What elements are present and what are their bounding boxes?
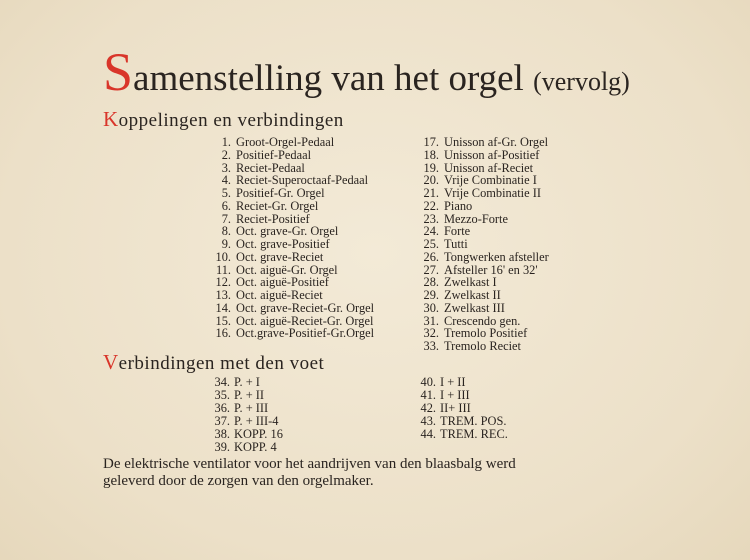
koppeling-item-number: 13. xyxy=(215,288,231,302)
voet-item xyxy=(418,389,508,402)
koppeling-item-number: 12. xyxy=(215,275,231,290)
koppeling-item-number: 15. xyxy=(215,313,231,328)
voet-item xyxy=(212,389,283,402)
koppeling-item-text: Afsteller 16' en 32' xyxy=(444,262,538,277)
koppeling-item-text: Positief-Gr. Orgel xyxy=(236,186,325,200)
koppeling-item-text: Tutti xyxy=(444,237,468,251)
koppelingen-list-left xyxy=(213,136,374,340)
koppeling-item-text: Oct. aiguë-Reciet xyxy=(236,288,323,302)
koppelingen-heading xyxy=(103,107,344,132)
koppeling-item-text: Unisson af-Gr. Orgel xyxy=(444,135,549,149)
koppeling-item-number: 10. xyxy=(215,249,231,264)
koppeling-item-number: 20. xyxy=(423,173,439,188)
voet-item xyxy=(418,402,508,415)
koppeling-item xyxy=(213,187,374,200)
page-title xyxy=(103,42,630,112)
voet-item-number: 37. xyxy=(214,413,230,428)
koppeling-item xyxy=(421,213,549,226)
koppeling-item-number: 32. xyxy=(423,326,439,341)
voet-list-right xyxy=(418,376,508,441)
voet-item-text: I + II xyxy=(440,375,466,389)
voet-item-number: 40. xyxy=(420,375,436,389)
voet-item-number: 38. xyxy=(214,426,230,441)
koppeling-item-number: 33. xyxy=(423,339,439,353)
koppeling-item-text: Zwelkast I xyxy=(444,275,497,290)
koppeling-item-text: Oct. aiguë-Reciet-Gr. Orgel xyxy=(236,313,374,328)
koppeling-item-number: 1. xyxy=(221,135,231,149)
koppeling-item xyxy=(421,302,549,315)
koppeling-item xyxy=(213,149,374,162)
koppeling-item-number: 23. xyxy=(423,211,439,226)
koppeling-item xyxy=(213,302,374,315)
koppeling-item xyxy=(213,327,374,340)
koppeling-item-number: 27. xyxy=(423,262,439,277)
koppeling-item-number: 16. xyxy=(215,326,231,341)
title-text: amenstelling van het orgel xyxy=(133,58,524,99)
koppeling-item-text: Forte xyxy=(444,224,471,239)
koppeling-item-number: 24. xyxy=(423,224,439,239)
voet-item xyxy=(212,376,283,389)
koppeling-item-number: 14. xyxy=(215,300,231,315)
voet-item xyxy=(418,428,508,441)
koppeling-item xyxy=(213,200,374,213)
title-subtitle: (vervolg) xyxy=(533,67,630,96)
koppeling-item-number: 6. xyxy=(221,198,231,213)
voet-item xyxy=(418,415,508,428)
koppeling-item xyxy=(213,251,374,264)
koppeling-item-text: Reciet-Pedaal xyxy=(236,160,305,175)
voet-item-number: 41. xyxy=(420,387,436,402)
title-initial: S xyxy=(103,42,134,102)
voet-item-text: P. + III-4 xyxy=(234,413,279,428)
voet-item-text: II+ III xyxy=(440,400,471,415)
koppeling-item-text: Oct. grave-Positief xyxy=(236,237,330,251)
koppelingen-heading-initial: K xyxy=(103,107,119,131)
koppeling-item-text: Reciet-Gr. Orgel xyxy=(236,198,319,213)
koppeling-item-text: Unisson af-Reciet xyxy=(444,160,534,175)
voet-item-text: I + III xyxy=(440,387,470,402)
voet-item-text: KOPP. 4 xyxy=(234,439,277,454)
koppeling-item-number: 30. xyxy=(423,300,439,315)
koppeling-item xyxy=(421,200,549,213)
koppeling-item-text: Oct. aiguë-Positief xyxy=(236,275,329,290)
koppeling-item xyxy=(421,136,549,149)
koppeling-item-text: Vrije Combinatie I xyxy=(444,173,537,188)
koppeling-item-number: 4. xyxy=(221,173,231,188)
koppeling-item-number: 29. xyxy=(423,288,439,302)
voet-item-number: 34. xyxy=(214,375,230,389)
koppeling-item-number: 19. xyxy=(423,160,439,175)
voet-item-number: 35. xyxy=(214,387,230,402)
voet-heading-text: erbindingen met den voet xyxy=(118,353,325,374)
koppeling-item-number: 11. xyxy=(215,262,231,277)
koppeling-item-text: Unisson af-Positief xyxy=(444,147,540,162)
koppeling-item-number: 2. xyxy=(221,147,231,162)
koppeling-item-number: 5. xyxy=(221,186,231,200)
koppeling-item-text: Reciet-Superoctaaf-Pedaal xyxy=(236,173,369,188)
voet-item-text: P. + I xyxy=(234,375,260,389)
koppeling-item-text: Tremolo Reciet xyxy=(444,339,521,353)
koppeling-item xyxy=(421,187,549,200)
koppeling-item xyxy=(213,289,374,302)
koppeling-item-text: Zwelkast II xyxy=(444,288,501,302)
koppeling-item xyxy=(421,340,549,353)
voet-item xyxy=(212,402,283,415)
koppeling-item-text: Oct.grave-Positief-Gr.Orgel xyxy=(236,326,375,341)
koppeling-item xyxy=(421,225,549,238)
voet-heading xyxy=(103,350,324,375)
koppeling-item-number: 26. xyxy=(423,249,439,264)
koppeling-item-text: Piano xyxy=(444,198,473,213)
voet-item-number: 44. xyxy=(420,426,436,441)
koppeling-item xyxy=(421,251,549,264)
koppeling-item-number: 22. xyxy=(423,198,439,213)
voet-heading-initial: V xyxy=(103,350,119,374)
voet-item-number: 39. xyxy=(214,439,230,454)
voet-list-left xyxy=(212,376,283,453)
koppeling-item xyxy=(213,238,374,251)
koppeling-item-text: Groot-Orgel-Pedaal xyxy=(236,135,335,149)
koppeling-item-text: Positief-Pedaal xyxy=(236,147,312,162)
koppeling-item xyxy=(421,238,549,251)
koppeling-item xyxy=(421,149,549,162)
voet-item-text: TREM. POS. xyxy=(440,413,507,428)
voet-item-text: P. + III xyxy=(234,400,269,415)
koppeling-item-text: Crescendo gen. xyxy=(444,313,521,328)
koppeling-item-text: Tremolo Positief xyxy=(444,326,528,341)
koppeling-item xyxy=(213,136,374,149)
koppeling-item-text: Tongwerken afsteller xyxy=(444,249,549,264)
koppeling-item-number: 9. xyxy=(221,237,231,251)
koppeling-item-text: Oct. aiguë-Gr. Orgel xyxy=(236,262,338,277)
koppeling-item-text: Mezzo-Forte xyxy=(444,211,508,226)
ventilator-note-line-1: De elektrische ventilator voor het aandrijven van den blaasbalg werd xyxy=(103,456,516,472)
voet-item xyxy=(418,376,508,389)
koppeling-item-number: 31. xyxy=(423,313,439,328)
koppelingen-heading-text: oppelingen en verbindingen xyxy=(118,110,344,131)
voet-item-number: 43. xyxy=(420,413,436,428)
koppeling-item-number: 17. xyxy=(423,135,439,149)
koppelingen-list-right xyxy=(421,136,549,353)
koppeling-item-text: Reciet-Positief xyxy=(236,211,310,226)
voet-item-text: KOPP. 16 xyxy=(234,426,283,441)
koppeling-item xyxy=(421,289,549,302)
voet-item-number: 36. xyxy=(214,400,230,415)
koppeling-item-text: Oct. grave-Reciet xyxy=(236,249,324,264)
koppeling-item-number: 25. xyxy=(423,237,439,251)
koppeling-item-number: 3. xyxy=(221,160,231,175)
koppeling-item-text: Oct. grave-Gr. Orgel xyxy=(236,224,339,239)
koppeling-item-text: Oct. grave-Reciet-Gr. Orgel xyxy=(236,300,375,315)
koppeling-item-number: 18. xyxy=(423,147,439,162)
koppeling-item-number: 21. xyxy=(423,186,439,200)
voet-item xyxy=(212,441,283,454)
koppeling-item-number: 28. xyxy=(423,275,439,290)
ventilator-note xyxy=(103,456,663,490)
koppeling-item-text: Vrije Combinatie II xyxy=(444,186,541,200)
ventilator-note-line-2: geleverd door de zorgen van den orgelmaker. xyxy=(103,473,374,489)
voet-item-text: P. + II xyxy=(234,387,265,402)
voet-item-number: 42. xyxy=(420,400,436,415)
voet-item xyxy=(212,415,283,428)
voet-item xyxy=(212,428,283,441)
voet-item-text: TREM. REC. xyxy=(440,426,508,441)
koppeling-item-number: 8. xyxy=(221,224,231,239)
koppeling-item-number: 7. xyxy=(221,211,231,226)
koppeling-item-text: Zwelkast III xyxy=(444,300,505,315)
